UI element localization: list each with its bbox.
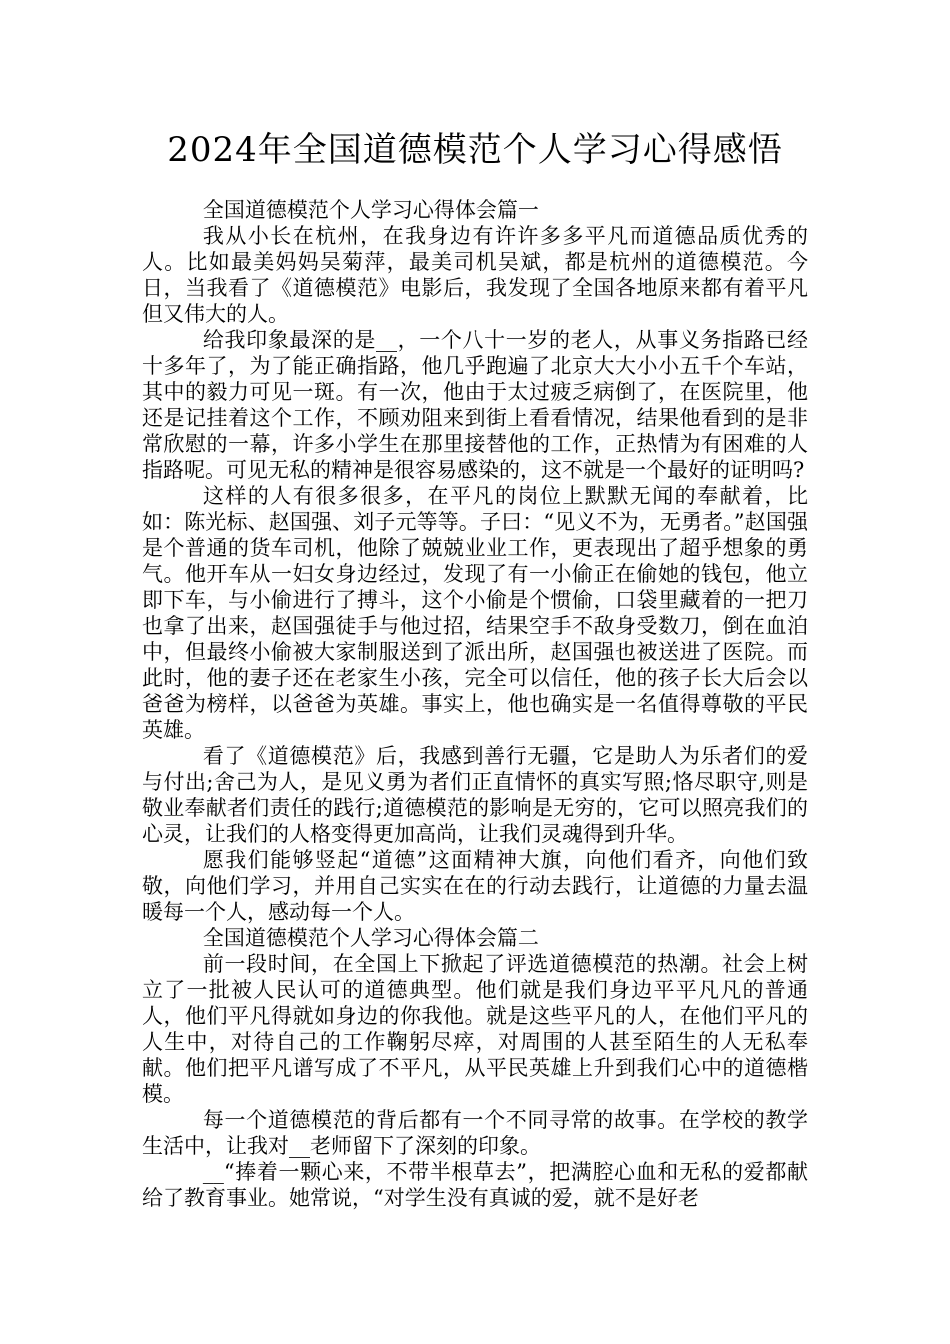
document-title: 2024年全国道德模范个人学习心得感悟	[167, 130, 783, 170]
paragraph: 我从小长在杭州，在我身边有许许多多平凡而道德品质优秀的人。比如最美妈妈吴菊萍，最美司机吴斌，都是杭州的道德模范。今日，当我看了《道德模范》电影后，我发现了全国各地原来都有着平凡但又伟大的人。	[142, 224, 808, 326]
paragraph: 愿我们能够竖起“道德”这面精神大旗，向他们看齐，向他们致敬，向他们学习，并用自己实实在在的行动去践行，让道德的力量去温暖每一个人，感动每一个人。	[142, 848, 808, 924]
document-body	[142, 197, 808, 1211]
paragraph: 给我印象最深的是__，一个八十一岁的老人，从事义务指路已经十多年了，为了能正确指路，他几乎跑遍了北京大大小小五千个车站，其中的毅力可见一斑。有一次，他由于太过疲乏病倒了，在医院里，他还是记挂着这个工作，不顾劝阻来到街上看看情况，结果他看到的是非常欣慰的一幕，许多小学生在那里接替他的工作，正热情为有困难的人指路呢。可见无私的精神是很容易感染的，这不就是一个最好的证明吗?	[142, 328, 808, 482]
paragraph: __“捧着一颗心来，不带半根草去”，把满腔心血和无私的爱都献给了教育事业。她常说，“对学生没有真诚的爱，就不是好老	[142, 1160, 808, 1210]
section-heading-2: 全国道德模范个人学习心得体会篇二	[202, 926, 539, 950]
paragraph: 前一段时间，在全国上下掀起了评选道德模范的热潮。社会上树立了一批被人民认可的道德典型。他们就是我们身边平平凡凡的普通人，他们平凡得就如身边的你我他。就是这些平凡的人，在他们平凡的人生中，对待自己的工作鞠躬尽瘁，对周围的人甚至陌生的人无私奉献。他们把平凡谱写成了不平凡，从平民英雄上升到我们心中的道德楷模。	[142, 952, 808, 1106]
paragraph: 看了《道德模范》后，我感到善行无疆，它是助人为乐者们的爱与付出;舍己为人，是见义勇为者们正直情怀的真实写照;恪尽职守,则是敬业奉献者们责任的践行;道德模范的影响是无穷的，它可以照亮我们的心灵，让我们的人格变得更加高尚，让我们灵魂得到升华。	[142, 744, 808, 846]
paragraph: 每一个道德模范的背后都有一个不同寻常的故事。在学校的教学生活中，让我对__老师留下了深刻的印象。	[142, 1108, 808, 1158]
section-heading-1: 全国道德模范个人学习心得体会篇一	[202, 198, 539, 222]
paragraph: 这样的人有很多很多，在平凡的岗位上默默无闻的奉献着，比如：陈光标、赵国强、刘子元等等。子曰：“见义不为，无勇者。”赵国强是个普通的货车司机，他除了兢兢业业工作，更表现出了超乎想象的勇气。他开车从一妇女身边经过，发现了有一小偷正在偷她的钱包，他立即下车，与小偷进行了搏斗，这个小偷是个惯偷，口袋里藏着的一把刀也拿了出来，赵国强徒手与他过招，结果空手不敌身受数刀，倒在血泊中，但最终小偷被大家制服送到了派出所，赵国强也被送进了医院。而此时，他的妻子还在老家生小孩，完全可以信任，他的孩子长大后会以爸爸为榜样，以爸爸为英雄。事实上，他也确实是一名值得尊敬的平民英雄。	[142, 484, 808, 742]
